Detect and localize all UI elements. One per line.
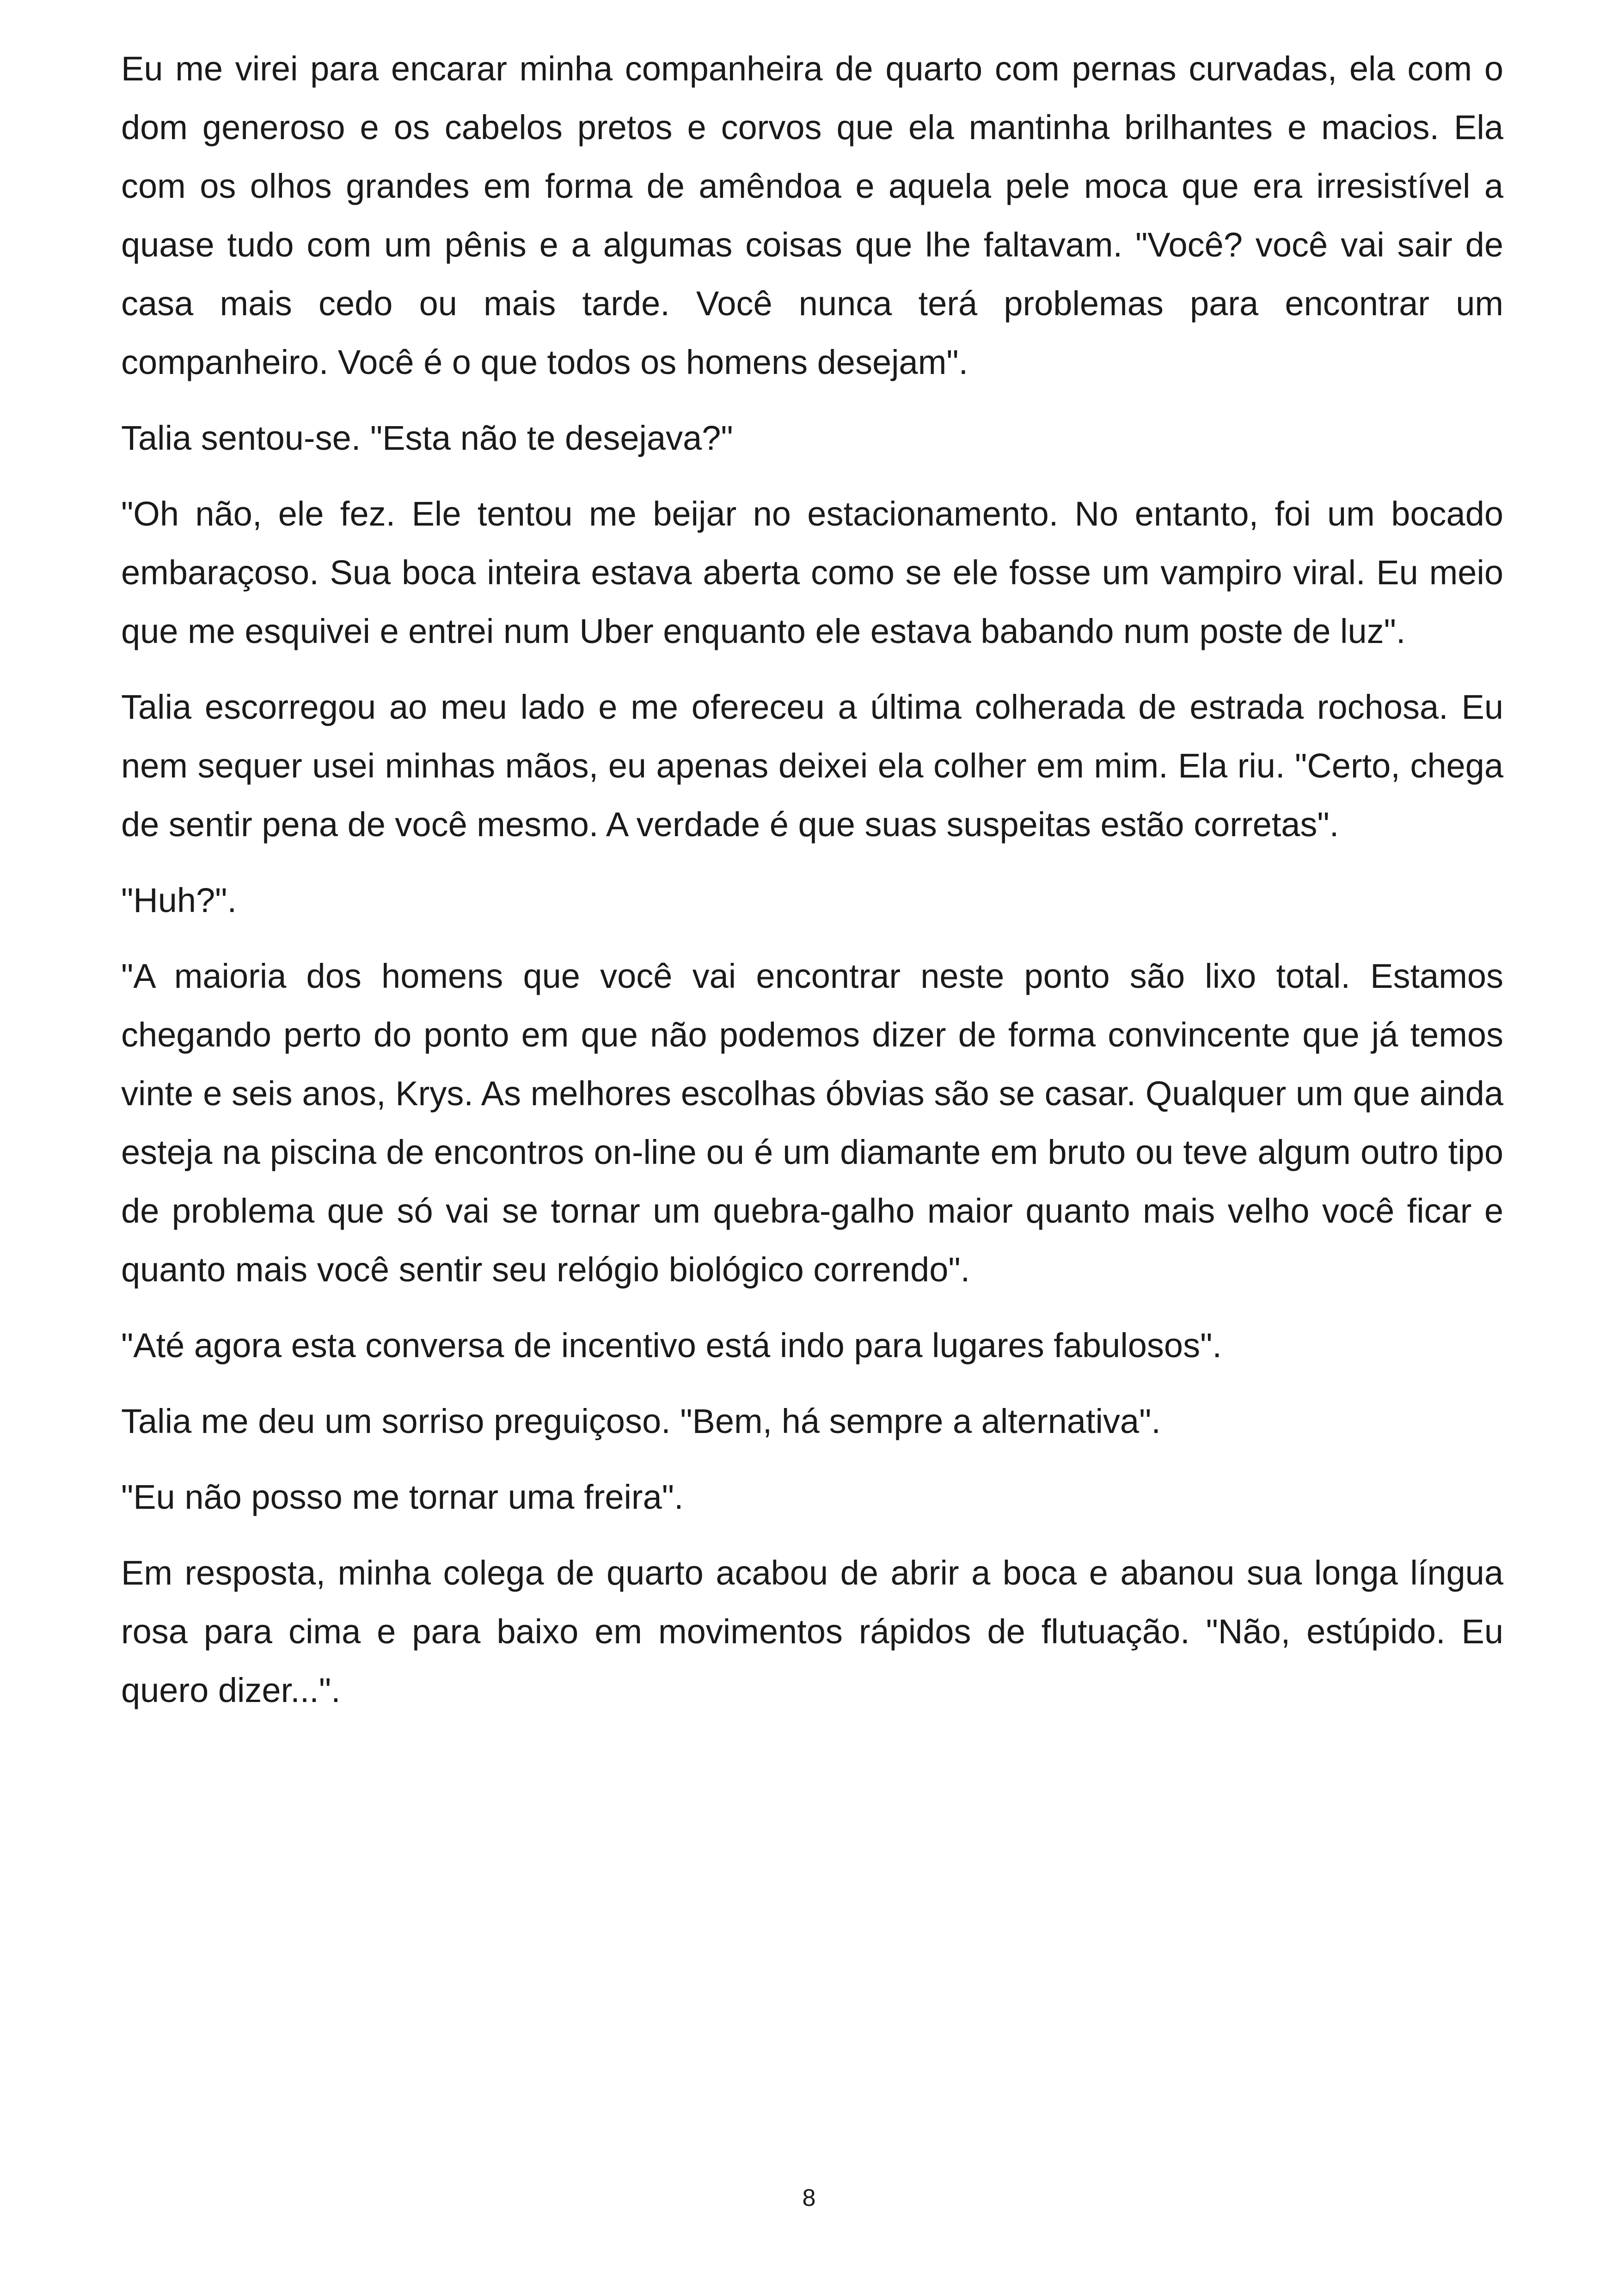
body-text <box>121 39 1503 1737</box>
paragraph-3: "Oh não, ele fez. Ele tentou me beijar no estacionamento. No entanto, foi um bocado embaraçoso. Sua boca inteira estava aberta como se ele fosse um vampiro viral. Eu meio que me esquivei e entrei num Uber enquanto ele estava babando num poste de luz". <box>121 495 1503 650</box>
paragraph-1: Eu me virei para encarar minha companheira de quarto com pernas curvadas, ela com o dom generoso e os cabelos pretos e corvos que ela mantinha brilhantes e macios. Ela com os olhos grandes em forma de amêndoa e aquela pele moca que era irresistível a quase tudo com um pênis e a algumas coisas que lhe faltavam. "Você? você vai sair de casa mais cedo ou mais tarde. Você nunca terá problemas para encontrar um companheiro. Você é o que todos os homens desejam". <box>121 49 1503 381</box>
page-number: 8 <box>802 2185 816 2211</box>
paragraph-8: Talia me deu um sorriso preguiçoso. "Bem, há sempre a alternativa". <box>121 1402 1161 1440</box>
paragraph-2: Talia sentou-se. "Esta não te desejava?" <box>121 419 733 457</box>
paragraph-5: "Huh?". <box>121 881 237 919</box>
paragraph-10: Em resposta, minha colega de quarto acabou de abrir a boca e abanou sua longa língua rosa para cima e para baixo em movimentos rápidos de flutuação. "Não, estúpido. Eu quero dizer...". <box>121 1554 1503 1709</box>
paragraph-4: Talia escorregou ao meu lado e me ofereceu a última colherada de estrada rochosa. Eu nem sequer usei minhas mãos, eu apenas deixei ela colher em mim. Ela riu. "Certo, chega de sentir pena de você mesmo. A verdade é que suas suspeitas estão corretas". <box>121 688 1503 844</box>
paragraph-9: "Eu não posso me tornar uma freira". <box>121 1478 684 1516</box>
paragraph-7: "Até agora esta conversa de incentivo está indo para lugares fabulosos". <box>121 1326 1222 1365</box>
paragraph-6: "A maioria dos homens que você vai encontrar neste ponto são lixo total. Estamos chegando perto do ponto em que não podemos dizer de forma convincente que já temos vinte e seis anos, Krys. As melhores escolhas óbvias são se casar. Qualquer um que ainda esteja na piscina de encontros on-line ou é um diamante em bruto ou teve algum outro tipo de problema que só vai se tornar um quebra-galho maior quanto mais velho você ficar e quanto mais você sentir seu relógio biológico correndo". <box>121 957 1503 1289</box>
